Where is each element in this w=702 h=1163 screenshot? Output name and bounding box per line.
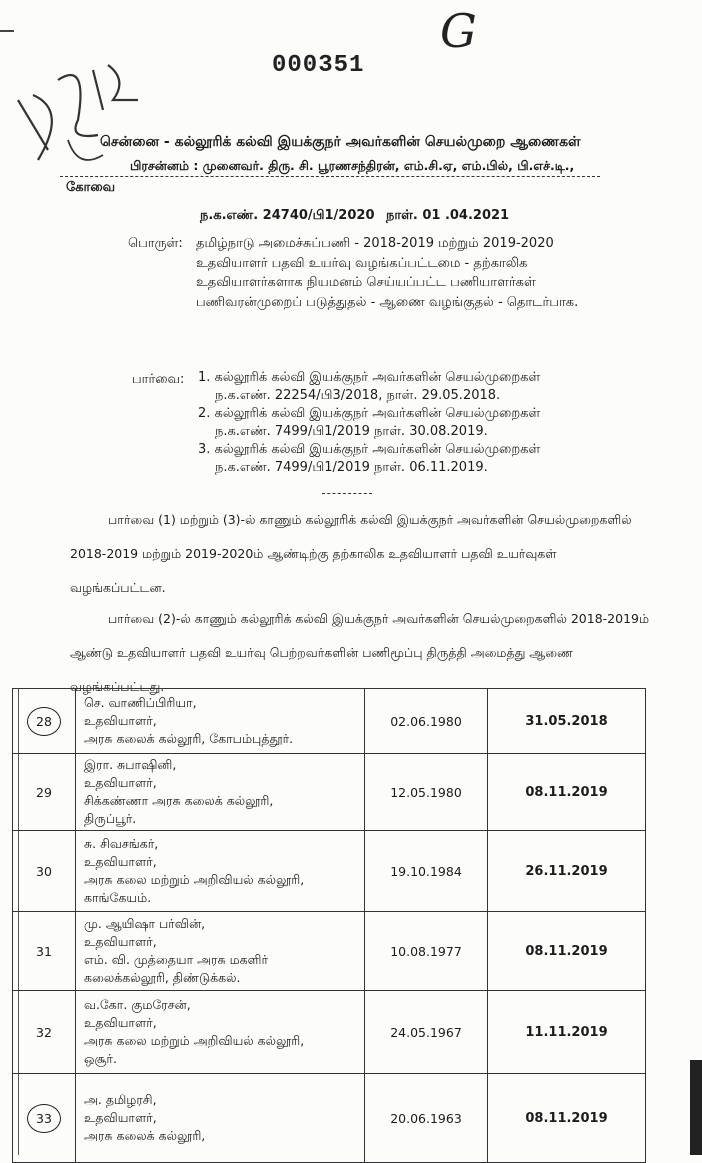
serial-number: 28 (13, 689, 76, 754)
reference-item: 3. கல்லூரிக் கல்வி இயக்குநர் அவர்களின் செயல்முறைகள் ந.க.எண். 7499/பி1/2019 நாள். 06.11.2019. (198, 442, 541, 475)
table-row (13, 912, 646, 991)
reference-item: 2. கல்லூரிக் கல்வி இயக்குநர் அவர்களின் செயல்முறைகள் ந.க.எண். 7499/பி1/2019 நாள். 30.08.2019. (198, 406, 541, 439)
reference-item: 1. கல்லூரிக் கல்வி இயக்குநர் அவர்களின் செயல்முறைகள் ந.க.எண். 22254/பி3/2018, நாள். 29.05.2018. (198, 370, 541, 403)
promotion-date: 08.11.2019 (488, 1074, 646, 1163)
header-divider (60, 176, 600, 177)
table-row (13, 754, 646, 831)
serial-number: 32 (13, 991, 76, 1074)
reference-number: ந.க.எண். 24740/பி1/2020 (200, 208, 375, 223)
staff-table (12, 688, 646, 1163)
employee-details: இரா. சுபாஷினி, உதவியாளர், சிக்கண்ணா அரசு கலைக் கல்லூரி, திருப்பூர். (76, 754, 365, 831)
office-heading: சென்னை - கல்லூரிக் கல்வி இயக்குநர் அவர்களின் செயல்முறை ஆணைகள் (100, 134, 581, 150)
employee-details: வ.கோ. குமரேசன், உதவியாளர், அரசு கலை மற்றும் அறிவியல் கல்லூரி, ஒசூர். (76, 991, 365, 1074)
birth-date: 12.05.1980 (365, 754, 488, 831)
paragraph-2: பார்வை (2)-ல் காணும் கல்லூரிக் கல்வி இயக்குநர் அவர்களின் செயல்முறைகளில் 2018-2019ம் ஆண்டு உதவியாளர் பதவி உயர்வு பெற்றவர்களின் பணிமூப்பு திருத்தி அமைத்து ஆணை வழங்கப்பட்டது. (70, 611, 650, 694)
table-row (13, 831, 646, 912)
serial-number: 29 (13, 754, 76, 831)
subject-text: தமிழ்நாடு அமைச்சுப்பணி - 2018-2019 மற்றும் 2019-2020 உதவியாளர் பதவி உயர்வு வழங்கப்பட்டமை - தற்காலிக உதவியாளர்களாக நியமனம் செய்யப்பட்ட பணியாளர்கள் பணிவரன்முறைப் படுத்துதல் - ஆணை வழங்குதல் - தொடர்பாக. (196, 236, 579, 310)
promotion-date: 11.11.2019 (488, 991, 646, 1074)
birth-date: 20.06.1963 (365, 1074, 488, 1163)
references-label: பார்வை: (132, 372, 185, 387)
presiding-officer: பிரசன்னம் : முனைவர். திரு. சி. பூரணசந்திரன், எம்.சி.ஏ, எம்.பில், பி.எச்.டி., (130, 158, 575, 173)
birth-date: 19.10.1984 (365, 831, 488, 912)
serial-number: 31 (13, 912, 76, 991)
birth-date: 02.06.1980 (365, 689, 488, 754)
employee-details: சு. சிவசங்கர், உதவியாளர், அரசு கலை மற்றும் அறிவியல் கல்லூரி, காங்கேயம். (76, 831, 365, 912)
section-divider (322, 493, 372, 494)
reference-date: நாள். 01 .04.2021 (386, 208, 510, 223)
employee-details: மு. ஆயிஷா பர்வின், உதவியாளர், எம். வி. முத்தையா அரசு மகளிர் கலைக்கல்லூரி, திண்டுக்கல். (76, 912, 365, 991)
references-list (198, 369, 618, 477)
employee-details: செ. வாணிப்பிரியா, உதவியாளர், அரசு கலைக் கல்லூரி, கோபம்புத்தூர். (76, 689, 365, 754)
region-stamp: கோவை (66, 180, 116, 195)
margin-tick (0, 30, 14, 32)
table-row (13, 991, 646, 1074)
serial-number: 30 (13, 831, 76, 912)
employee-details: அ. தமிழரசி, உதவியாளர், அரசு கலைக் கல்லூரி, (76, 1074, 365, 1163)
serial-number: 33 (13, 1074, 76, 1163)
document-number: 000351 (272, 52, 365, 79)
promotion-date: 08.11.2019 (488, 754, 646, 831)
birth-date: 10.08.1977 (365, 912, 488, 991)
table-row (13, 689, 646, 754)
promotion-date: 31.05.2018 (488, 689, 646, 754)
promotion-date: 26.11.2019 (488, 831, 646, 912)
paragraph-1: பார்வை (1) மற்றும் (3)-ல் காணும் கல்லூரிக் கல்வி இயக்குநர் அவர்களின் செயல்முறைகளில் 2018-2019 மற்றும் 2019-2020ம் ஆண்டிற்கு தற்காலிக உதவியாளர் பதவி உயர்வுகள் வழங்கப்பட்டன. (70, 512, 632, 595)
subject-label: பொருள்: (128, 236, 183, 251)
scan-edge-shadow (690, 1060, 702, 1155)
birth-date: 24.05.1967 (365, 991, 488, 1074)
table-row (13, 1074, 646, 1163)
promotion-date: 08.11.2019 (488, 912, 646, 991)
handwritten-letter: G (440, 4, 477, 58)
